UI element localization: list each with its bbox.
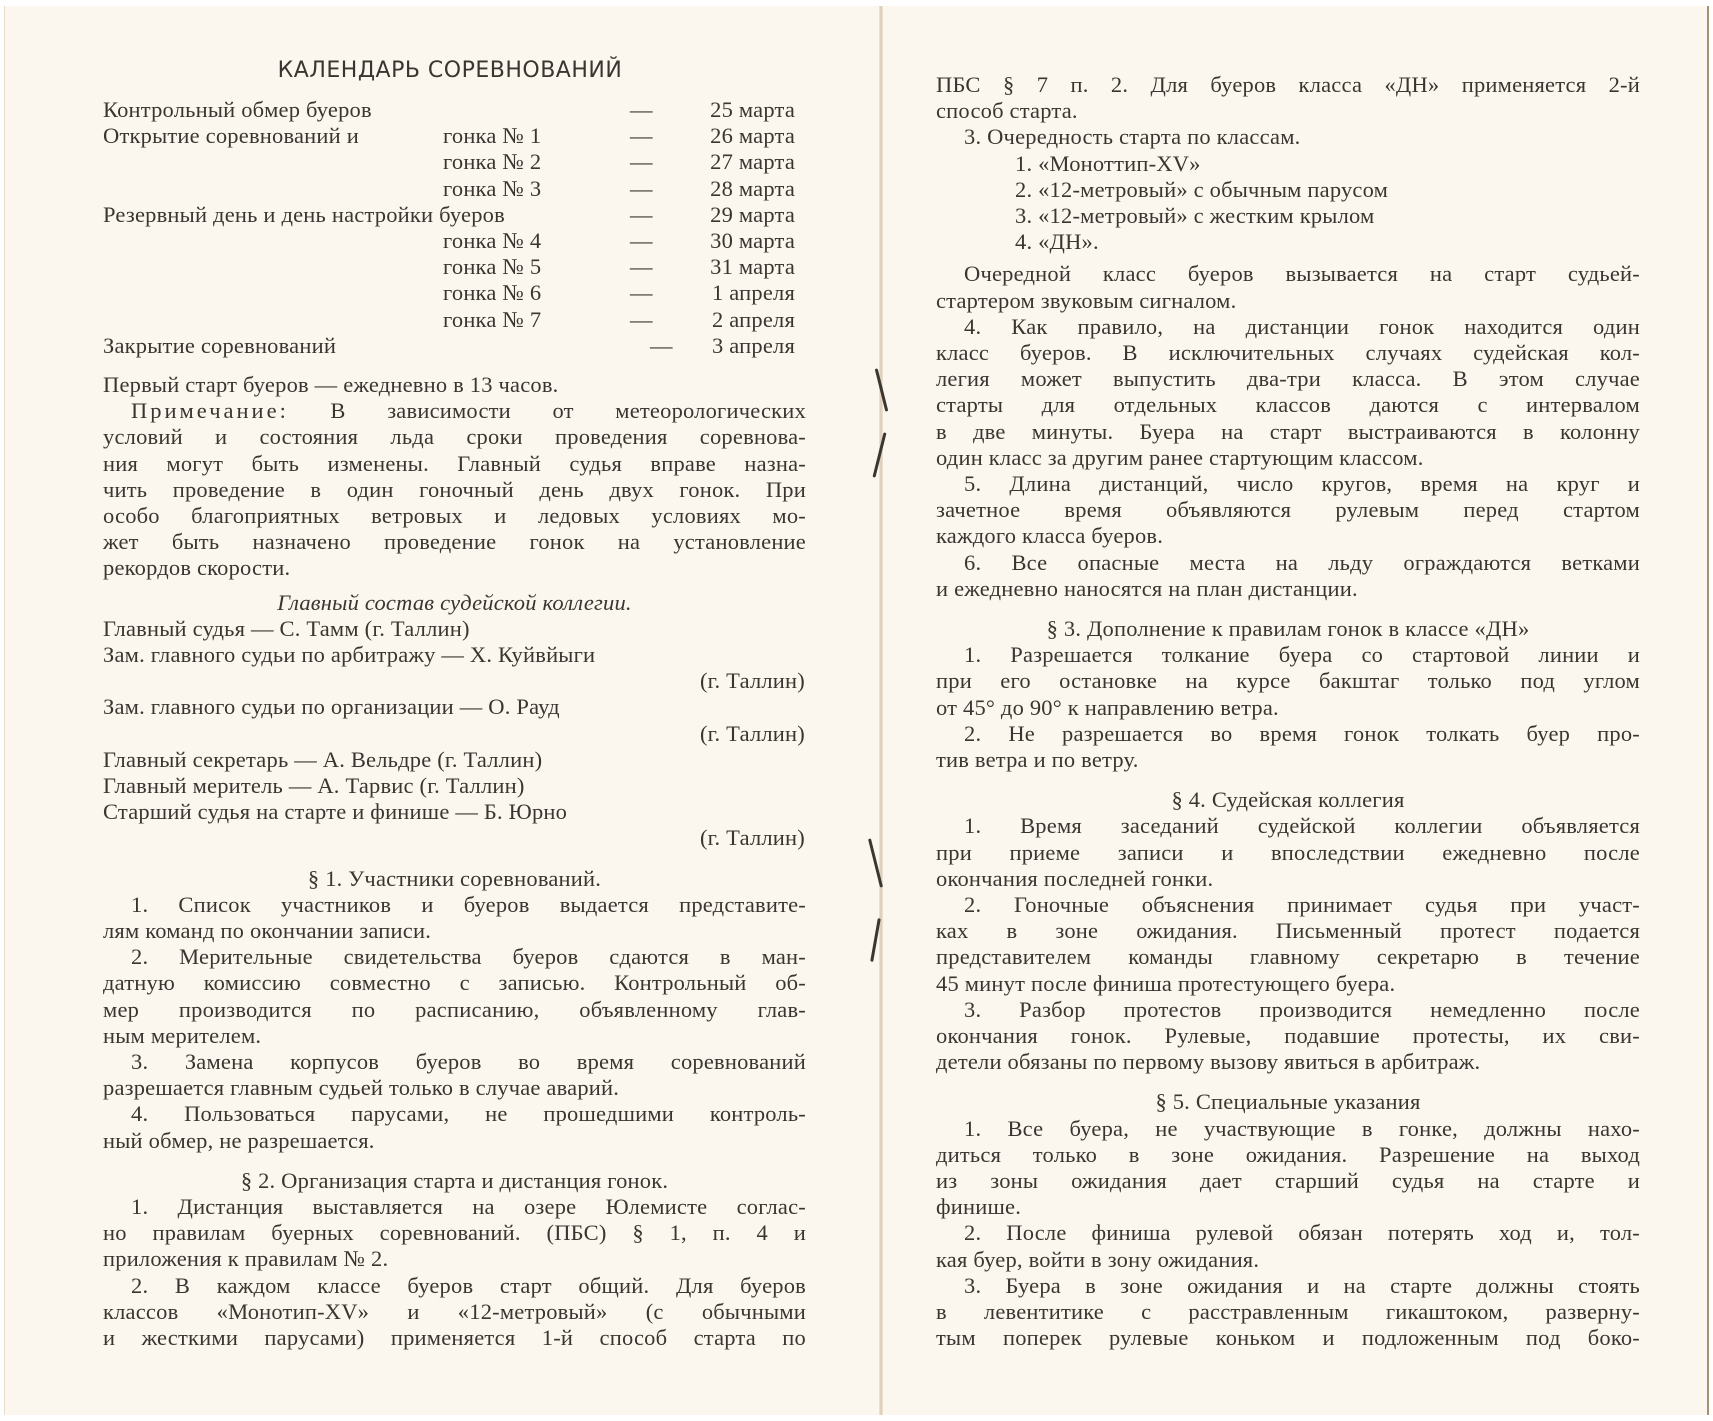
paragraph-line: 4. Пользоваться парусами, не прошедшими контроль- <box>131 1101 806 1127</box>
schedule-race: гонка № 1 <box>443 123 542 149</box>
paragraph-line: кая буер, войти в зону ожидания. <box>936 1246 1260 1272</box>
schedule-dash: — <box>630 97 653 122</box>
schedule-dash: — <box>630 201 653 227</box>
schedule-dash: — <box>630 123 653 149</box>
schedule-race: гонка № 3 <box>443 175 542 201</box>
paragraph-line: 3. Буера в зоне ожидания и на старте должны стоять <box>964 1272 1640 1298</box>
jury-line: Старший судья на старте и финише — Б. Юрно <box>103 799 568 825</box>
schedule-event: Открытие соревнований и <box>103 123 359 149</box>
class-order-item: 4. «ДН». <box>1015 229 1099 255</box>
page-title: КАЛЕНДАРЬ СОРЕВНОВАНИЙ <box>277 58 623 83</box>
schedule-dash: — <box>630 175 653 201</box>
paragraph-line: 45 минут после финиша протестующего буера. <box>936 970 1396 996</box>
paragraph-line: один класс за другим ранее стартующим классом. <box>936 444 1424 470</box>
paragraph-line: ным мерителем. <box>103 1022 262 1048</box>
paragraph-line: при приеме записи и впоследствии ежедневно после <box>936 839 1640 865</box>
paragraph-line: окончания гонок. Рулевые, подавшие протесты, их сви- <box>936 1023 1640 1048</box>
jury-line: Зам. главного судьи по арбитражу — Х. Куйвйыги <box>103 642 596 667</box>
schedule-date: 26 марта <box>710 123 795 149</box>
section-heading: § 5. Специальные указания <box>1155 1089 1421 1115</box>
paragraph-line: разрешается главным судьей только в случае аварий. <box>103 1075 620 1101</box>
schedule-race: гонка № 6 <box>443 280 542 306</box>
book-spine <box>879 6 883 1415</box>
schedule-dash: — <box>630 280 653 306</box>
paragraph-line: зачетное время объявляются рулевым перед стартом <box>936 497 1640 523</box>
jury-line: Главный судья — С. Тамм (г. Таллин) <box>103 615 470 641</box>
schedule-dash: — <box>650 332 673 358</box>
jury-heading: Главный состав судейской коллегии. <box>277 589 632 615</box>
jury-line: Главный меритель — А. Тарвис (г. Таллин) <box>103 773 525 798</box>
schedule-event: Закрытие соревнований <box>103 332 337 358</box>
jury-line: Зам. главного судьи по организации — О. Рауд <box>103 694 560 720</box>
note-line: ния могут быть изменены. Главный судья вправе назна- <box>103 450 806 476</box>
paragraph-line: 1. Все буера, не участвующие в гонке, должны нахо- <box>964 1115 1640 1141</box>
schedule-date: 29 марта <box>710 201 795 227</box>
paragraph-line: в две минуты. Буера на старт выстраиваются в колонну <box>936 418 1640 444</box>
schedule-date: 28 марта <box>710 175 795 201</box>
paragraph-line: 3. Замена корпусов буеров во время соревнований <box>131 1049 806 1074</box>
paragraph-line: способ старта. <box>936 98 1078 124</box>
first-start-text: Первый старт буеров — ежедневно в 13 часов. <box>103 372 559 397</box>
paragraph-line: приложения к правилам № 2. <box>103 1246 389 1272</box>
paragraph-line: датную комиссию совместно с записью. Контрольный об- <box>103 970 806 996</box>
paragraph-line: финише. <box>936 1194 1022 1220</box>
paragraph-line: 2. Мерительные свидетельства буеров сдаются в ман- <box>131 944 806 970</box>
paragraph-line: Очередной класс буеров вызывается на старт судьей- <box>964 261 1640 287</box>
paragraph-line: окончания последней гонки. <box>936 865 1214 891</box>
note-line: условий и состояния льда сроки проведения соревнова- <box>103 424 806 450</box>
jury-line: (г. Таллин) <box>699 825 805 851</box>
paragraph-line: каждого класса буеров. <box>936 523 1164 549</box>
paragraph-line: тив ветра и по ветру. <box>936 747 1139 772</box>
paragraph-line: 4. Как правило, на дистанции гонок находится один <box>964 313 1640 339</box>
schedule-dash: — <box>630 254 653 280</box>
schedule-race: гонка № 7 <box>443 306 542 332</box>
jury-line: (г. Таллин) <box>699 720 805 746</box>
paragraph-line: 1. Список участников и буеров выдается представите- <box>131 891 806 917</box>
note-line: особо благоприятных ветровых и ледовых условиях мо- <box>103 503 806 528</box>
paragraph-line: детели обязаны по первому вызову явиться в арбитраж. <box>936 1049 1481 1075</box>
paragraph-line: ках в зоне ожидания. Письменный протест подается <box>936 918 1640 944</box>
paragraph-line: 1. Время заседаний судейской коллегии объявляется <box>964 813 1640 839</box>
paragraph-line: класс буеров. В исключительных случаях судейская кол- <box>936 340 1640 365</box>
paragraph-line: классов «Монотип-XV» и «12-метровый» (с обычными <box>103 1298 806 1324</box>
paragraph-line: представителем команды главному секретарю в течение <box>936 944 1640 970</box>
paragraph-line: от 45° до 90° к направлению ветра. <box>936 694 1279 720</box>
schedule-race: гонка № 4 <box>443 228 542 253</box>
note-line: жет быть назначено проведение гонок на установление <box>103 529 806 555</box>
paragraph-line: 2. Гоночные объяснения принимает судья при участ- <box>964 892 1640 917</box>
schedule-date: 1 апреля <box>711 280 795 306</box>
note-line: рекордов скорости. <box>103 555 291 581</box>
schedule-date: 27 марта <box>710 149 795 175</box>
paragraph-line: ный обмер, не разрешается. <box>103 1127 375 1153</box>
paragraph-line: 6. Все опасные места на льду ограждаются ветками <box>964 549 1640 575</box>
paragraph-line: в левентитике с расстравленным гикаштоком, разверну- <box>936 1299 1640 1324</box>
paragraph-line: диться только в зоне ожидания. Разрешение на выход <box>936 1141 1640 1167</box>
section-heading: § 2. Организация старта и дистанция гонок. <box>240 1167 669 1193</box>
section-heading: § 4. Судейская коллегия <box>1171 787 1405 813</box>
paragraph-line: мер производится по расписанию, объявленному глав- <box>103 996 806 1022</box>
schedule-date: 25 марта <box>710 97 795 122</box>
schedule-dash: — <box>630 228 653 253</box>
section-heading: § 3. Дополнение к правилам гонок в классе «ДН» <box>1046 616 1530 641</box>
paragraph-line: при его остановке на курсе бакштаг только под углом <box>936 668 1640 694</box>
schedule-date: 3 апреля <box>711 332 795 358</box>
paragraph-line: ПБС § 7 п. 2. Для буеров класса «ДН» применяется 2-й <box>936 72 1640 97</box>
note-text: В зависимости от метеорологических <box>288 398 806 424</box>
paragraph-line: 2. После финиша рулевой обязан потерять ход и, тол- <box>964 1220 1640 1246</box>
paragraph-line: лям команд по окончании записи. <box>103 918 432 943</box>
paragraph-line: из зоны ожидания дает старший судья на старте и <box>936 1168 1640 1193</box>
schedule-date: 30 марта <box>710 228 795 253</box>
paragraph-line: стартером звуковым сигналом. <box>936 287 1237 313</box>
schedule-race: гонка № 2 <box>443 149 542 175</box>
paragraph-line: легия может выпустить два-три класса. В этом случае <box>936 366 1640 392</box>
class-order-item: 3. «12-метровый» с жестким крылом <box>1015 203 1375 228</box>
schedule-event: Резервный день и день настройки буеров <box>103 201 505 227</box>
schedule-race: гонка № 5 <box>443 254 542 280</box>
paragraph-line: 1. Разрешается толкание буера со стартовой линии и <box>964 642 1640 668</box>
schedule-dash: — <box>630 306 653 332</box>
paragraph-line: 5. Длина дистанций, число кругов, время на круг и <box>964 471 1640 496</box>
paragraph-line: 1. Дистанция выставляется на озере Юлемисте соглас- <box>131 1194 806 1219</box>
paragraph-line: но правилам буерных соревнований. (ПБС) § 1, п. 4 и <box>103 1220 806 1246</box>
paragraph-line: и жесткими парусами) применяется 1-й способ старта по <box>103 1325 806 1350</box>
note-line: чить проведение в один гоночный день двух гонок. При <box>103 476 806 502</box>
class-order-item: 2. «12-метровый» с обычным парусом <box>1015 176 1389 202</box>
schedule-date: 31 марта <box>710 254 795 280</box>
schedule-dash: — <box>630 149 653 175</box>
class-order-item: 1. «Моноттип-XV» <box>1015 150 1201 176</box>
section-heading: § 1. Участники соревнований. <box>307 865 602 891</box>
schedule-date: 2 апреля <box>711 306 795 332</box>
schedule-event: Контрольный обмер буеров <box>103 97 372 122</box>
paragraph-line: и ежедневно наносятся на план дистанции. <box>936 575 1358 601</box>
jury-line: (г. Таллин) <box>699 668 805 694</box>
paragraph-line: 2. В каждом классе буеров старт общий. Для буеров <box>131 1272 806 1298</box>
paragraph-line: тым поперек рулевые коньком и подложенным под боко- <box>936 1325 1640 1351</box>
paragraph-line: старты для отдельных классов даются с интервалом <box>936 392 1640 418</box>
note-label: Примечание: <box>131 398 289 424</box>
note-line <box>103 398 806 424</box>
paragraph-line: 3. Очередность старта по классам. <box>964 124 1301 150</box>
jury-line: Главный секретарь — А. Вельдре (г. Таллин) <box>103 746 543 772</box>
paragraph-line: 2. Не разрешается во время гонок толкать буер про- <box>964 720 1640 746</box>
paragraph-line: 3. Разбор протестов производится немедленно после <box>964 996 1640 1022</box>
